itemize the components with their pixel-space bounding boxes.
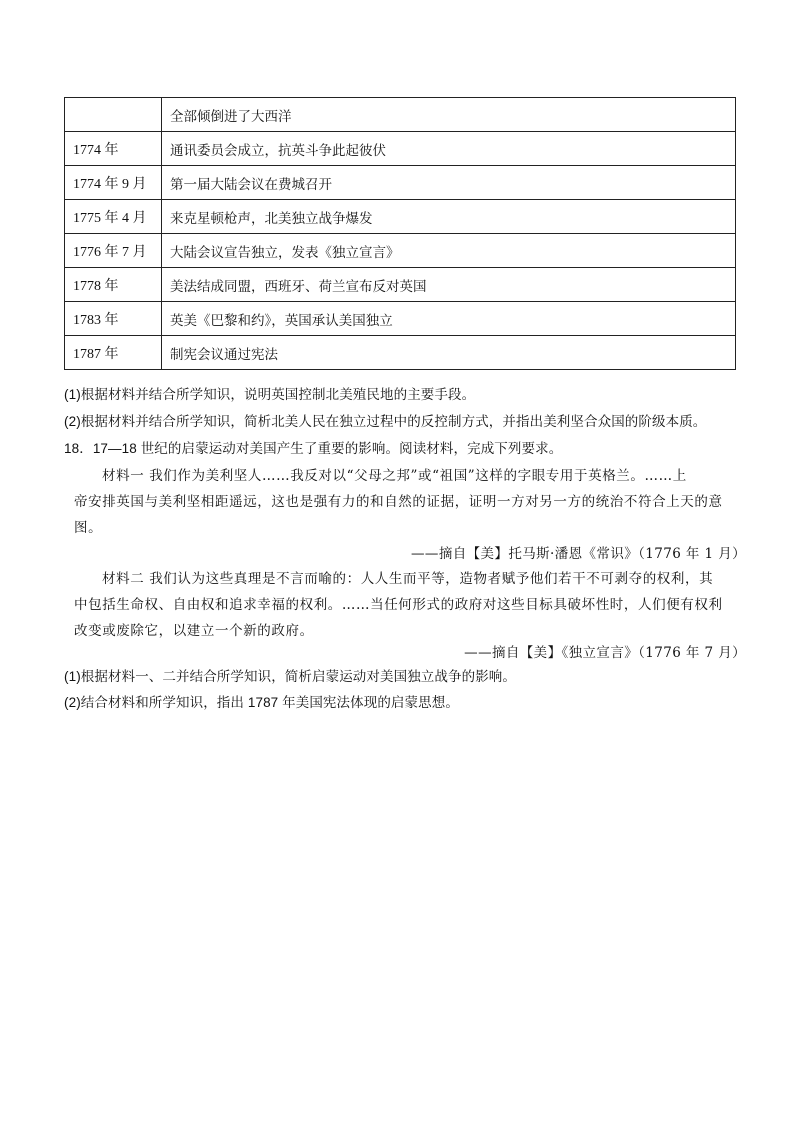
question-18-part-1: (1)根据材料一、二并结合所学知识，简析启蒙运动对美国独立战争的影响。 [64, 669, 516, 684]
material-1-source: ——摘自【美】托马斯·潘恩《常识》（1776 年 1 月） [411, 546, 746, 562]
material-2-line-3: 改变或废除它，以建立一个新的政府。 [74, 623, 314, 639]
material-2-line-1: 材料二 我们认为这些真理是不言而喻的：人人生而平等，造物者赋予他们若干不可剥夺的权利，其 [102, 571, 714, 587]
question-18-stem: 18．17—18 世纪的启蒙运动对美国产生了重要的影响。阅读材料，完成下列要求。 [64, 441, 563, 456]
timeline-table [64, 97, 736, 370]
table-cell-event: 通讯委员会成立，抗英斗争此起彼伏 [162, 132, 736, 166]
question-17-part-1: (1)根据材料并结合所学知识，说明英国控制北美殖民地的主要手段。 [64, 387, 476, 402]
table-row [65, 132, 736, 166]
table-cell-year: 1774 年 [65, 132, 162, 166]
table-row [65, 302, 736, 336]
material-2-source: ——摘自【美】《独立宣言》（1776 年 7 月） [464, 645, 746, 661]
table-cell-year: 1774 年 9 月 [65, 166, 162, 200]
table-cell-event: 大陆会议宣告独立，发表《独立宣言》 [162, 234, 736, 268]
table-row [65, 98, 736, 132]
material-1-line-1: 材料一 我们作为美利坚人……我反对以“父母之邦”或“祖国”这样的字眼专用于英格兰。……上 [102, 468, 687, 484]
table-cell-event: 美法结成同盟，西班牙、荷兰宣布反对英国 [162, 268, 736, 302]
table-cell-event: 来克星顿枪声，北美独立战争爆发 [162, 200, 736, 234]
table-cell-year: 1783 年 [65, 302, 162, 336]
table-cell-year: 1778 年 [65, 268, 162, 302]
table-cell-year: 1776 年 7 月 [65, 234, 162, 268]
table-cell-event: 第一届大陆会议在费城召开 [162, 166, 736, 200]
material-2-line-2: 中包括生命权、自由权和追求幸福的权利。……当任何形式的政府对这些目标具破坏性时，人们便有权利 [74, 597, 723, 613]
table-cell-year: 1787 年 [65, 336, 162, 370]
question-18-part-2: (2)结合材料和所学知识，指出 1787 年美国宪法体现的启蒙思想。 [64, 695, 459, 710]
table-cell-event: 制宪会议通过宪法 [162, 336, 736, 370]
table-cell-event: 英美《巴黎和约》，英国承认美国独立 [162, 302, 736, 336]
table-row [65, 200, 736, 234]
table-cell-year: 1775 年 4 月 [65, 200, 162, 234]
table-cell-event: 全部倾倒进了大西洋 [162, 98, 736, 132]
table-row [65, 234, 736, 268]
table-row [65, 336, 736, 370]
table-cell-year [65, 98, 162, 132]
material-1-line-2: 帝安排英国与美利坚相距遥远，这也是强有力的和自然的证据，证明一方对另一方的统治不符合上天的意 [74, 494, 723, 510]
question-17-part-2: (2)根据材料并结合所学知识，简析北美人民在独立过程中的反控制方式，并指出美利坚合众国的阶级本质。 [64, 414, 707, 429]
material-1-line-3: 图。 [74, 520, 103, 536]
table-row [65, 166, 736, 200]
table-row [65, 268, 736, 302]
